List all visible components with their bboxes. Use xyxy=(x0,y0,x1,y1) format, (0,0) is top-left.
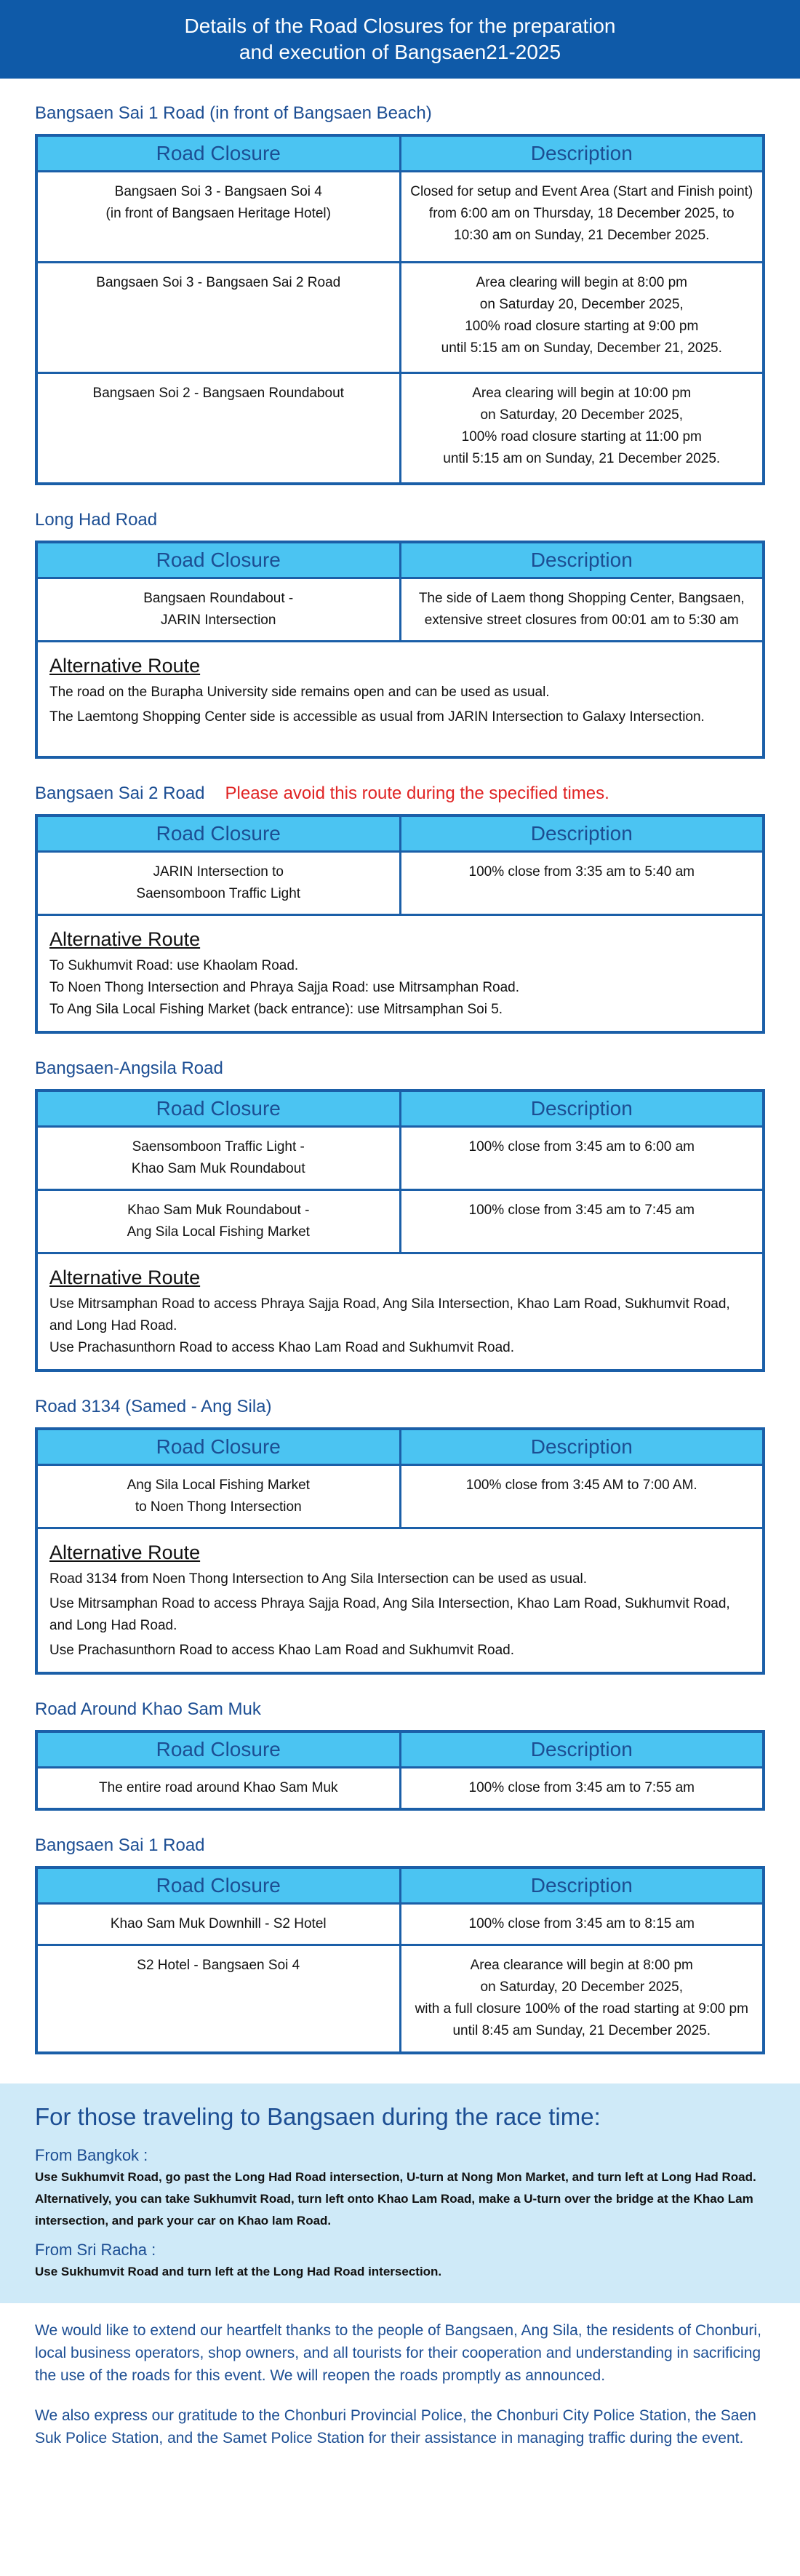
description-line: 100% close from 3:35 am to 5:40 am xyxy=(468,864,695,880)
description-line: until 5:15 am on Sunday, 21 December 2025. xyxy=(443,451,721,466)
column-header-description: Description xyxy=(400,816,764,852)
column-header-description: Description xyxy=(400,1867,764,1904)
column-header-road-closure: Road Closure xyxy=(36,1731,400,1768)
table-header-row xyxy=(36,135,764,172)
alternative-route-line: Road 3134 from Noen Thong Intersection to Ang Sila Intersection can be used as usual. xyxy=(49,1571,588,1587)
road-closure-line: Ang Sila Local Fishing Market xyxy=(127,1224,310,1240)
description-line: The side of Laem thong Shopping Center, Bangsaen, xyxy=(418,590,745,606)
description-cell xyxy=(400,263,764,373)
road-closure-line: JARIN Intersection xyxy=(161,612,276,628)
description-cell xyxy=(400,1945,764,2053)
table-header-row xyxy=(36,1429,764,1465)
description-line: Area clearing will begin at 8:00 pm xyxy=(476,275,687,290)
description-cell xyxy=(400,373,764,484)
road-closure-line: Bangsaen Soi 3 - Bangsaen Sai 2 Road xyxy=(96,275,341,290)
alternative-route-row xyxy=(36,915,764,1033)
road-closure-cell xyxy=(36,1465,400,1528)
description-cell xyxy=(400,1904,764,1945)
description-line: 100% road closure starting at 11:00 pm xyxy=(461,429,702,444)
description-line: with a full closure 100% of the road starting at 9:00 pm xyxy=(415,2001,748,2017)
description-line: 100% road closure starting at 9:00 pm xyxy=(465,319,699,334)
column-header-description: Description xyxy=(400,1731,764,1768)
road-closure-line: (in front of Bangsaen Heritage Hotel) xyxy=(105,206,331,221)
from-bangkok-label: From Bangkok : xyxy=(35,2145,148,2164)
alternative-route-title: Alternative Route xyxy=(49,1542,201,1563)
travel-info-panel xyxy=(0,2083,800,2303)
header-title-line1: Details of the Road Closures for the preparation xyxy=(184,15,616,37)
column-header-description: Description xyxy=(400,135,764,172)
description-cell xyxy=(400,1768,764,1810)
alternative-route-line: Use Mitrsamphan Road to access Phraya Sajja Road, Ang Sila Intersection, Khao Lam Road, Sukhumvit Road, and Long Had Road. xyxy=(49,1596,730,1633)
road-closure-cell xyxy=(36,1945,400,2053)
table-header-row xyxy=(36,1867,764,1904)
column-header-road-closure: Road Closure xyxy=(36,1090,400,1127)
alternative-route-cell xyxy=(36,915,764,1033)
alternative-route-cell xyxy=(36,641,764,757)
alternative-route-row xyxy=(36,641,764,757)
description-line: until 8:45 am Sunday, 21 December 2025. xyxy=(452,2023,711,2038)
column-header-road-closure: Road Closure xyxy=(36,816,400,852)
column-header-road-closure: Road Closure xyxy=(36,542,400,578)
alternative-route-line: To Noen Thong Intersection and Phraya Sajja Road: use Mitrsamphan Road. xyxy=(49,980,520,995)
table-row xyxy=(36,1190,764,1253)
travel-title: For those traveling to Bangsaen during the race time: xyxy=(35,2102,601,2130)
road-closure-line: Saensomboon Traffic Light - xyxy=(132,1139,305,1155)
section-title-text: Bangsaen Sai 1 Road (in front of Bangsaen Beach) xyxy=(35,103,432,123)
section-title-text: Bangsaen Sai 1 Road xyxy=(35,1835,205,1855)
description-line: 100% close from 3:45 am to 7:45 am xyxy=(468,1203,695,1218)
table-header-row xyxy=(36,1731,764,1768)
description-line: 100% close from 3:45 am to 7:55 am xyxy=(468,1780,695,1795)
closure-table xyxy=(35,1427,765,1675)
description-line: 100% close from 3:45 AM to 7:00 AM. xyxy=(465,1478,697,1493)
table-row xyxy=(36,1127,764,1190)
table-header-row xyxy=(36,542,764,578)
description-line: from 6:00 am on Thursday, 18 December 2025, to xyxy=(428,206,735,221)
from-sriracha-label: From Sri Racha : xyxy=(35,2240,156,2259)
description-cell xyxy=(400,578,764,641)
alternative-route-title: Alternative Route xyxy=(49,928,201,950)
road-closure-line: S2 Hotel - Bangsaen Soi 4 xyxy=(137,1958,300,1973)
section-title xyxy=(35,1835,765,1856)
alternative-route-row xyxy=(36,1528,764,1674)
road-closure-cell xyxy=(36,1768,400,1810)
description-line: until 5:15 am on Sunday, December 21, 2025. xyxy=(441,340,722,356)
section-title xyxy=(35,1058,765,1079)
description-cell xyxy=(400,1465,764,1528)
page-header xyxy=(0,0,800,79)
description-line: 100% close from 3:45 am to 6:00 am xyxy=(468,1139,695,1155)
thanks-paragraph: We would like to extend our heartfelt thanks to the people of Bangsaen, Ang Sila, the residents of Chonburi, local business operators, shop owners, and all tourists for their cooperation and understanding in sacrificing the use of the roads for this event. We will reopen the roads promptly as announced. xyxy=(35,2321,761,2384)
road-closure-cell xyxy=(36,852,400,915)
column-header-road-closure: Road Closure xyxy=(36,1429,400,1465)
description-line: 100% close from 3:45 am to 8:15 am xyxy=(468,1916,695,1931)
closure-table xyxy=(35,1089,765,1372)
closure-table xyxy=(35,1866,765,2054)
from-bangkok-text: Use Sukhumvit Road, go past the Long Had Road intersection, U-turn at Nong Mon Market, and turn left at Long Had Road. Alternatively, you can take Sukhumvit Road, turn left onto Khao Lam Road, make a U-turn over the bridge at the Khao Lam intersection, and park your car on Khao lam Road. xyxy=(35,2169,756,2228)
section-title-text: Bangsaen-Angsila Road xyxy=(35,1058,223,1078)
table-row xyxy=(36,1904,764,1945)
alternative-route-title: Alternative Route xyxy=(49,654,201,677)
table-row xyxy=(36,172,764,263)
road-closure-cell xyxy=(36,1127,400,1190)
road-closure-line: JARIN Intersection to xyxy=(153,864,284,880)
gratitude-paragraph: We also express our gratitude to the Chonburi Provincial Police, the Chonburi City Police Station, the Saen Suk Police Station, and the Samet Police Station for their assistance in managing traffic during the event. xyxy=(35,2406,756,2447)
table-row xyxy=(36,373,764,484)
section-title xyxy=(35,510,765,530)
road-closure-line: Khao Sam Muk Roundabout xyxy=(131,1161,305,1176)
description-line: 10:30 am on Sunday, 21 December 2025. xyxy=(454,228,710,243)
road-closure-cell xyxy=(36,578,400,641)
description-line: Area clearance will begin at 8:00 pm xyxy=(470,1958,693,1973)
road-closure-cell xyxy=(36,172,400,263)
section-title xyxy=(35,783,765,804)
closure-table xyxy=(35,1730,765,1811)
road-closure-sections xyxy=(0,103,800,2054)
road-closure-line: Khao Sam Muk Roundabout - xyxy=(127,1203,310,1218)
table-row xyxy=(36,578,764,641)
road-closure-cell xyxy=(36,373,400,484)
road-closure-line: Khao Sam Muk Downhill - S2 Hotel xyxy=(110,1916,327,1931)
road-closure-line: Bangsaen Soi 2 - Bangsaen Roundabout xyxy=(92,386,344,401)
road-closure-line: The entire road around Khao Sam Muk xyxy=(99,1780,338,1795)
description-cell xyxy=(400,1190,764,1253)
description-line: extensive street closures from 00:01 am to 5:30 am xyxy=(424,612,739,628)
thanks-section xyxy=(0,2303,800,2449)
from-sriracha-text: Use Sukhumvit Road and turn left at the Long Had Road intersection. xyxy=(35,2264,442,2278)
alternative-route-line: Use Mitrsamphan Road to access Phraya Sajja Road, Ang Sila Intersection, Khao Lam Road, Sukhumvit Road, and Long Had Road. xyxy=(49,1296,730,1333)
closure-table xyxy=(35,134,765,485)
closure-table xyxy=(35,814,765,1034)
description-cell xyxy=(400,172,764,263)
column-header-road-closure: Road Closure xyxy=(36,1867,400,1904)
alternative-route-line: The Laemtong Shopping Center side is accessible as usual from JARIN Intersection to Galaxy Intersection. xyxy=(49,709,705,725)
description-line: Area clearing will begin at 10:00 pm xyxy=(472,386,692,401)
road-closure-line: to Noen Thong Intersection xyxy=(135,1499,302,1515)
road-closure-line: Bangsaen Roundabout - xyxy=(143,590,294,606)
alternative-route-row xyxy=(36,1253,764,1371)
description-cell xyxy=(400,852,764,915)
section-title xyxy=(35,1397,765,1417)
table-header-row xyxy=(36,816,764,852)
section-title-text: Long Had Road xyxy=(35,509,158,530)
road-closure-cell xyxy=(36,1904,400,1945)
table-row xyxy=(36,852,764,915)
description-line: on Saturday, 20 December 2025, xyxy=(480,407,683,423)
description-line: on Saturday, 20 December 2025, xyxy=(480,1979,683,1995)
section-title-text: Road Around Khao Sam Muk xyxy=(35,1699,261,1719)
table-row xyxy=(36,1945,764,2053)
section-title-text: Road 3134 (Samed - Ang Sila) xyxy=(35,1397,272,1416)
road-closure-line: Ang Sila Local Fishing Market xyxy=(127,1478,310,1493)
column-header-description: Description xyxy=(400,542,764,578)
table-header-row xyxy=(36,1090,764,1127)
table-row xyxy=(36,1768,764,1810)
description-line: Closed for setup and Event Area (Start and Finish point) xyxy=(410,184,753,199)
column-header-description: Description xyxy=(400,1090,764,1127)
alternative-route-cell xyxy=(36,1253,764,1371)
alternative-route-line: To Ang Sila Local Fishing Market (back entrance): use Mitrsamphan Soi 5. xyxy=(49,1002,503,1017)
road-closure-cell xyxy=(36,263,400,373)
alternative-route-line: Use Prachasunthorn Road to access Khao Lam Road and Sukhumvit Road. xyxy=(49,1643,514,1658)
alternative-route-line: Use Prachasunthorn Road to access Khao Lam Road and Sukhumvit Road. xyxy=(49,1340,514,1355)
alternative-route-line: To Sukhumvit Road: use Khaolam Road. xyxy=(49,958,299,973)
column-header-road-closure: Road Closure xyxy=(36,135,400,172)
column-header-description: Description xyxy=(400,1429,764,1465)
section-warning: Please avoid this route during the specified times. xyxy=(225,783,609,803)
description-line: on Saturday 20, December 2025, xyxy=(479,297,684,312)
road-closure-cell xyxy=(36,1190,400,1253)
section-title xyxy=(35,1699,765,1720)
alternative-route-cell xyxy=(36,1528,764,1674)
table-row xyxy=(36,263,764,373)
alternative-route-line: The road on the Burapha University side remains open and can be used as usual. xyxy=(49,684,550,700)
road-closure-line: Bangsaen Soi 3 - Bangsaen Soi 4 xyxy=(114,184,322,199)
road-closure-line: Saensomboon Traffic Light xyxy=(136,886,301,901)
table-row xyxy=(36,1465,764,1528)
section-title xyxy=(35,103,765,124)
description-cell xyxy=(400,1127,764,1190)
alternative-route-title: Alternative Route xyxy=(49,1267,201,1288)
closure-table xyxy=(35,541,765,759)
section-title-text: Bangsaen Sai 2 Road xyxy=(35,783,205,803)
header-title-line2: and execution of Bangsaen21-2025 xyxy=(239,41,561,63)
